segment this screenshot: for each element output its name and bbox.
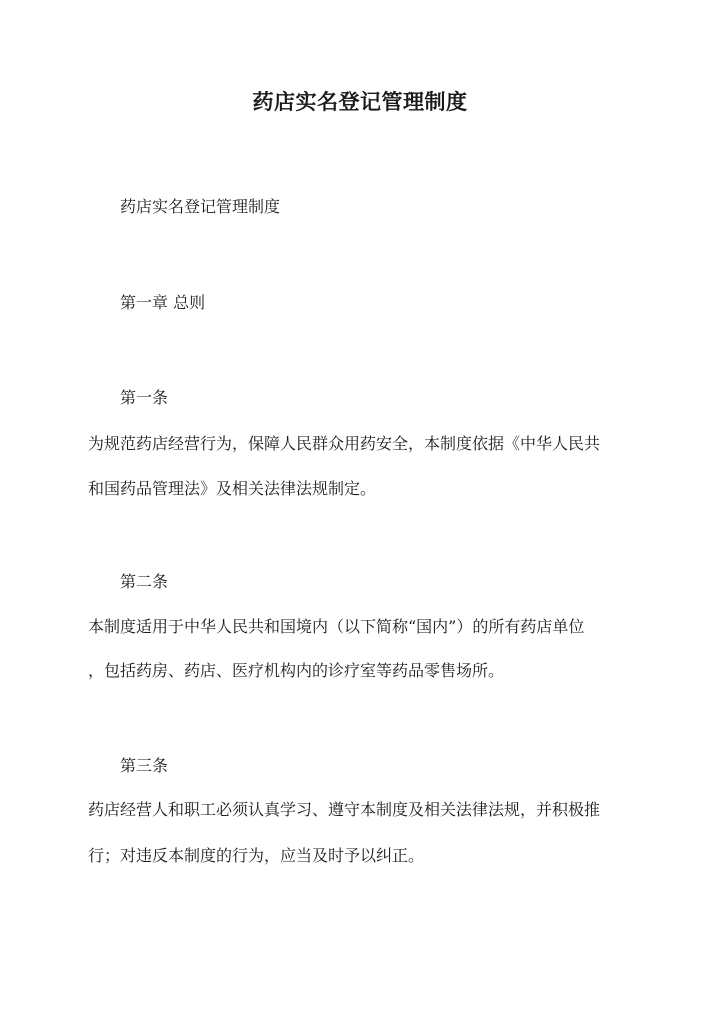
article-body-line: 和国药品管理法》及相关法律法规制定。 (88, 479, 377, 498)
article-heading: 第一条 (120, 388, 169, 407)
document-subtitle: 药店实名登记管理制度 (120, 197, 281, 216)
article-body-line: 行；对违反本制度的行为，应当及时予以纠正。 (88, 846, 425, 865)
article-heading: 第三条 (120, 756, 169, 775)
article-body-line: 本制度适用于中华人民共和国境内（以下简称“国内”）的所有药店单位 (88, 617, 585, 636)
document-title: 药店实名登记管理制度 (252, 89, 468, 114)
chapter-heading: 第一章 总则 (120, 293, 206, 312)
article-body-line: 药店经营人和职工必须认真学习、遵守本制度及相关法律法规，并积极推 (88, 800, 601, 819)
article-body-line: 为规范药店经营行为，保障人民群众用药安全，本制度依据《中华人民共 (88, 434, 601, 453)
article-body-line: ，包括药房、药店、医疗机构内的诊疗室等药品零售场所。 (88, 661, 505, 680)
article-heading: 第二条 (120, 572, 169, 591)
